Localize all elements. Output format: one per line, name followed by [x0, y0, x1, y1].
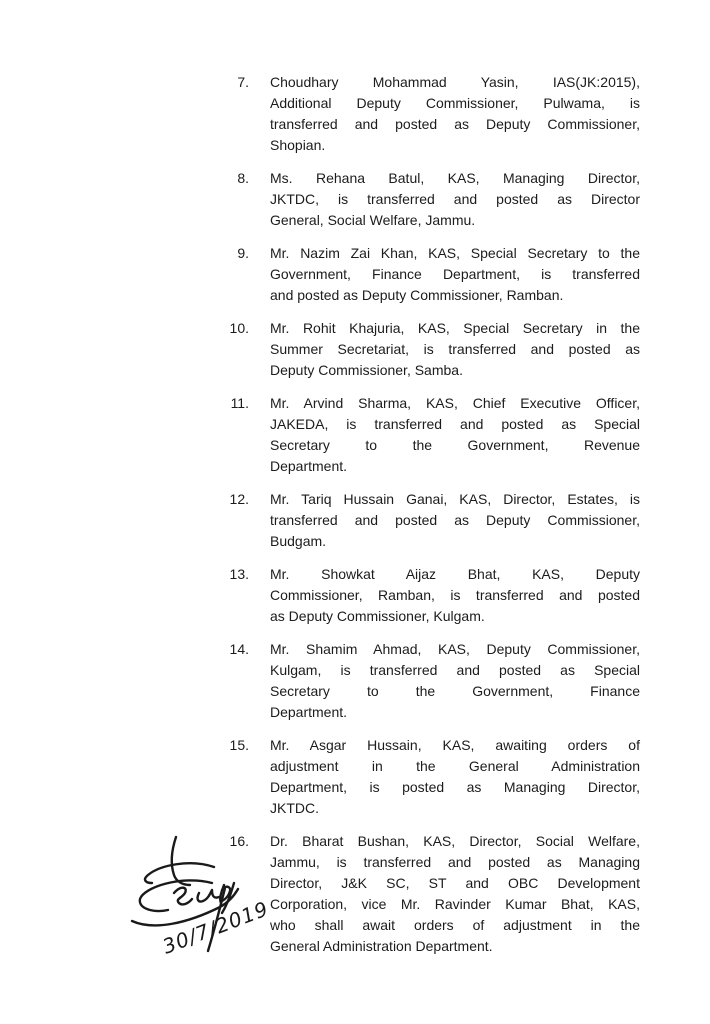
item-line: Dr. Bharat Bushan, KAS, Director, Social Welfare, [270, 833, 640, 849]
item-line: Secretary to the Government, Revenue [270, 437, 640, 453]
order-item [212, 831, 640, 957]
item-number: 14. [229, 641, 249, 657]
item-line: Corporation, vice Mr. Ravinder Kumar Bhat, KAS, [270, 896, 640, 912]
item-line: Mr. Tariq Hussain Ganai, KAS, Director, Estates, is [270, 491, 640, 507]
item-text [270, 639, 640, 723]
order-item [212, 318, 640, 381]
item-number: 16. [229, 833, 249, 849]
item-number: 15. [229, 737, 249, 753]
item-line: Director, J&K SC, ST and OBC Development [270, 875, 640, 891]
item-line: Secretary to the Government, Finance [270, 683, 640, 699]
item-line: Additional Deputy Commissioner, Pulwama, is [270, 95, 640, 111]
item-line: Kulgam, is transferred and posted as Special [270, 662, 640, 678]
item-line: Department, is posted as Managing Director, [270, 779, 640, 795]
signature-stroke [140, 880, 212, 911]
item-line: Mr. Rohit Khajuria, KAS, Special Secretary in the [270, 320, 640, 336]
item-line: transferred and posted as Deputy Commissioner, [270, 116, 640, 132]
item-text [270, 831, 640, 957]
item-line: General, Social Welfare, Jammu. [270, 212, 476, 228]
order-item [212, 564, 640, 627]
item-text [270, 243, 640, 306]
order-item [212, 72, 640, 156]
item-line: Mr. Nazim Zai Khan, KAS, Special Secretary to the [270, 245, 640, 261]
item-line: JAKEDA, is transferred and posted as Special [270, 416, 640, 432]
item-number: 11. [230, 395, 249, 411]
item-number: 9. [237, 245, 249, 261]
item-line: adjustment in the General Administration [270, 758, 640, 774]
item-line: Summer Secretariat, is transferred and posted as [270, 341, 640, 357]
item-text [270, 318, 640, 381]
order-item [212, 393, 640, 477]
item-line: Mr. Showkat Aijaz Bhat, KAS, Deputy [270, 566, 640, 582]
item-line: Ms. Rehana Batul, KAS, Managing Director, [270, 170, 640, 186]
item-line: General Administration Department. [270, 938, 493, 954]
item-text [270, 393, 640, 477]
item-line: JKTDC. [270, 800, 319, 816]
item-line: transferred and posted as Deputy Commissioner, [270, 512, 640, 528]
signature-date: 30/7/2019 [159, 896, 272, 959]
item-line: Mr. Asgar Hussain, KAS, awaiting orders of [270, 737, 640, 753]
item-line: Mr. Shamim Ahmad, KAS, Deputy Commissioner, [270, 641, 640, 657]
order-item [212, 735, 640, 819]
signature-stroke [172, 837, 190, 885]
item-number: 8. [237, 170, 249, 186]
item-line: JKTDC, is transferred and posted as Director [270, 191, 640, 207]
item-line: Deputy Commissioner, Samba. [270, 362, 463, 378]
item-number: 13. [229, 566, 249, 582]
item-text [270, 489, 640, 552]
item-line: Mr. Arvind Sharma, KAS, Chief Executive Officer, [270, 395, 640, 411]
item-line: Department. [270, 704, 348, 720]
item-line: Government, Finance Department, is transferred [270, 266, 640, 282]
item-line: Commissioner, Ramban, is transferred and posted [270, 587, 640, 603]
item-line: who shall await orders of adjustment in the [270, 917, 640, 933]
order-item [212, 243, 640, 306]
item-line: as Deputy Commissioner, Kulgam. [270, 608, 485, 624]
item-text [270, 735, 640, 819]
item-line: Budgam. [270, 533, 327, 549]
order-item [212, 639, 640, 723]
item-number: 7. [237, 74, 249, 90]
transfer-order-list [212, 72, 640, 969]
item-number: 12. [229, 491, 249, 507]
item-line: Jammu, is transferred and posted as Managing [270, 854, 640, 870]
signature-stroke [145, 863, 214, 883]
item-line: Shopian. [270, 137, 326, 153]
item-text [270, 168, 640, 231]
item-line: and posted as Deputy Commissioner, Ramban. [270, 287, 564, 303]
order-item [212, 489, 640, 552]
order-item [212, 168, 640, 231]
item-line: Choudhary Mohammad Yasin, IAS(JK:2015), [270, 74, 640, 90]
item-line: Department. [270, 458, 348, 474]
item-text [270, 72, 640, 156]
item-text [270, 564, 640, 627]
item-number: 10. [229, 320, 249, 336]
